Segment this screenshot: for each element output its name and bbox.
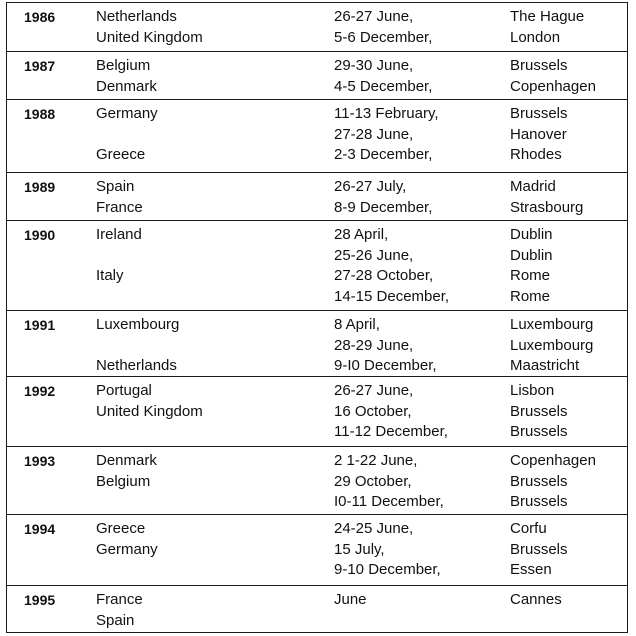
year-label: 1991 bbox=[24, 317, 56, 333]
country-cell: Italy bbox=[96, 267, 124, 285]
year-label: 1986 bbox=[24, 9, 56, 25]
date-cell: 8 April, bbox=[334, 316, 380, 333]
date-cell: 16 October, bbox=[334, 402, 412, 420]
row-separator bbox=[6, 376, 628, 377]
date-cell: 27-28 June, bbox=[334, 125, 414, 143]
year-label: 1990 bbox=[24, 227, 56, 243]
place-cell: Copenhagen bbox=[510, 452, 596, 469]
date-cell: 25-26 June, bbox=[334, 246, 414, 264]
place-cell: Corfu bbox=[510, 520, 547, 537]
row-separator bbox=[6, 514, 628, 515]
country-cell: France bbox=[96, 198, 143, 216]
country-cell: Ireland bbox=[96, 226, 142, 243]
year-label: 1988 bbox=[24, 106, 56, 122]
place-cell: Brussels bbox=[510, 57, 568, 74]
date-cell: 28 April, bbox=[334, 226, 389, 243]
year-label: 1987 bbox=[24, 58, 56, 74]
place-cell: Cannes bbox=[510, 591, 562, 608]
row-separator bbox=[6, 51, 628, 52]
year-label: 1993 bbox=[24, 453, 56, 469]
place-cell: Brussels bbox=[510, 472, 568, 490]
country-cell: Germany bbox=[96, 540, 158, 558]
place-cell: Lisbon bbox=[510, 382, 555, 399]
year-label: 1995 bbox=[24, 592, 56, 608]
place-cell: Luxembourg bbox=[510, 316, 594, 333]
date-cell: 11-12 December, bbox=[334, 423, 448, 441]
place-cell: Dublin bbox=[510, 246, 553, 264]
country-cell: Luxembourg bbox=[96, 316, 180, 333]
country-cell: France bbox=[96, 591, 143, 608]
country-cell: Belgium bbox=[96, 472, 151, 490]
date-cell: I0-11 December, bbox=[334, 493, 444, 511]
date-cell: 4-5 December, bbox=[334, 77, 433, 95]
country-cell: Netherlands bbox=[96, 8, 177, 25]
date-cell: 29-30 June, bbox=[334, 57, 414, 74]
country-cell: Portugal bbox=[96, 382, 152, 399]
place-cell: Brussels bbox=[510, 402, 568, 420]
date-cell: 27-28 October, bbox=[334, 267, 434, 285]
place-cell: Copenhagen bbox=[510, 77, 596, 95]
date-cell: 5-6 December, bbox=[334, 28, 433, 46]
place-cell: London bbox=[510, 28, 561, 46]
date-cell: 28-29 June, bbox=[334, 336, 414, 354]
country-cell: Greece bbox=[96, 520, 146, 537]
country-cell: Netherlands bbox=[96, 357, 177, 375]
place-cell: The Hague bbox=[510, 8, 585, 25]
date-cell: 29 October, bbox=[334, 472, 412, 490]
date-cell: June bbox=[334, 591, 367, 608]
year-label: 1992 bbox=[24, 383, 56, 399]
place-cell: Brussels bbox=[510, 540, 568, 558]
date-cell: 2 1-22 June, bbox=[334, 452, 418, 469]
place-cell: Rome bbox=[510, 288, 551, 306]
date-cell: 24-25 June, bbox=[334, 520, 414, 537]
place-cell: Rhodes bbox=[510, 146, 562, 164]
row-separator bbox=[6, 310, 628, 311]
row-separator bbox=[6, 99, 628, 100]
date-cell: 9-10 December, bbox=[334, 561, 441, 579]
place-cell: Brussels bbox=[510, 105, 568, 122]
row-separator bbox=[6, 220, 628, 221]
country-cell: Spain bbox=[96, 611, 135, 629]
date-cell: 2-3 December, bbox=[334, 146, 433, 164]
row-separator bbox=[6, 2, 628, 3]
country-cell: United Kingdom bbox=[96, 28, 203, 46]
place-cell: Strasbourg bbox=[510, 198, 584, 216]
place-cell: Hanover bbox=[510, 125, 567, 143]
date-cell: 14-15 December, bbox=[334, 288, 450, 306]
place-cell: Dublin bbox=[510, 226, 553, 243]
country-cell: Denmark bbox=[96, 77, 157, 95]
place-cell: Maastricht bbox=[510, 357, 580, 375]
place-cell: Luxembourg bbox=[510, 336, 594, 354]
date-cell: 9-I0 December, bbox=[334, 357, 437, 375]
country-cell: United Kingdom bbox=[96, 402, 203, 420]
country-cell: Spain bbox=[96, 178, 135, 195]
date-cell: 26-27 July, bbox=[334, 178, 407, 195]
date-cell: 8-9 December, bbox=[334, 198, 433, 216]
year-label: 1994 bbox=[24, 521, 56, 537]
date-cell: 26-27 June, bbox=[334, 382, 414, 399]
place-cell: Rome bbox=[510, 267, 551, 285]
date-cell: 26-27 June, bbox=[334, 8, 414, 25]
place-cell: Essen bbox=[510, 561, 552, 579]
date-cell: 15 July, bbox=[334, 540, 385, 558]
date-cell: 11-13 February, bbox=[334, 105, 439, 122]
country-cell: Greece bbox=[96, 146, 146, 164]
row-separator bbox=[6, 585, 628, 586]
place-cell: Madrid bbox=[510, 178, 556, 195]
row-separator bbox=[6, 446, 628, 447]
country-cell: Belgium bbox=[96, 57, 151, 74]
place-cell: Brussels bbox=[510, 493, 568, 511]
place-cell: Brussels bbox=[510, 423, 568, 441]
year-label: 1989 bbox=[24, 179, 56, 195]
country-cell: Denmark bbox=[96, 452, 157, 469]
row-separator bbox=[6, 172, 628, 173]
country-cell: Germany bbox=[96, 105, 158, 122]
